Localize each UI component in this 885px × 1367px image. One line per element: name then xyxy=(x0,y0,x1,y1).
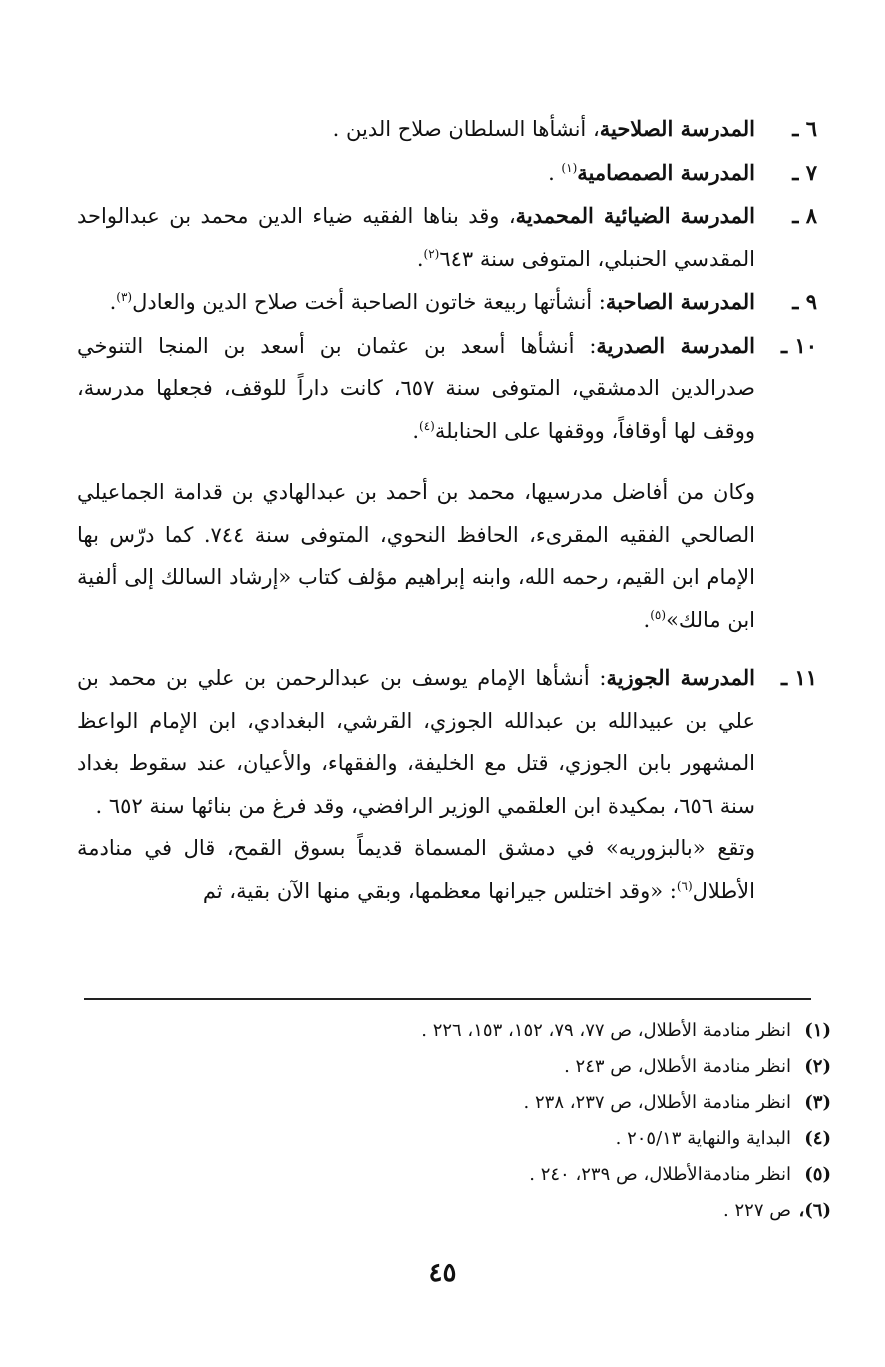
footnote-text: انظر منادمة الأطلال، ص ٢٣٧، ٢٣٨ . xyxy=(523,1092,791,1113)
item-text: : أنشأها الإمام يوسف بن عبدالرحمن بن علي بن محمد بن علي بن عبيدالله بن عبدالله الجوزي، القرشي، البغدادي، ابن الإمام الواعظ المشهور بابن الجوزي، قتل مع الخليفة، والفقهاء، والأعيان، عند سقوط بغداد سنة ٦٥٦، بمكيدة ابن العلقمي الوزير الرافضي، وقد فرغ من بنائها سنة ٦٥٢ . xyxy=(77,666,755,818)
footnote xyxy=(91,1193,831,1229)
footnote-number: (٥) xyxy=(804,1164,831,1185)
spacer xyxy=(77,641,817,657)
item-text: . xyxy=(548,160,562,185)
item-text: : أنشأتها ربيعة خاتون الصاحبة أخت صلاح الدين والعادل xyxy=(132,290,606,314)
school-name: المدرسة الجوزية xyxy=(606,665,755,690)
item-body xyxy=(77,152,755,195)
footnote-ref: (٥) xyxy=(650,607,667,622)
item-number: ٨ ـ xyxy=(792,203,817,228)
list-item xyxy=(77,195,817,280)
footnote-text: انظر منادمة الأطلال، ص ٢٤٣ . xyxy=(564,1056,791,1077)
item-number: ٩ ـ xyxy=(792,289,817,314)
item-number: ١١ ـ xyxy=(780,665,817,690)
paragraph-tail: : «وقد اختلس جيرانها معظمها، وبقي منها الآن بقية، ثم xyxy=(202,878,677,903)
footnote xyxy=(91,1049,831,1085)
school-name: المدرسة الصلاحية xyxy=(599,116,755,141)
footnote-ref: (١) xyxy=(561,160,578,175)
footnote-ref: (٤) xyxy=(419,418,435,433)
footnotes xyxy=(91,1013,831,1229)
footnote-text: انظر منادمة الأطلال، ص ٧٧، ٧٩، ١٥٢، ١٥٣، ٢٢٦ . xyxy=(421,1020,791,1041)
item-tail: . xyxy=(416,246,424,271)
school-name: المدرسة الضيائية المحمدية xyxy=(515,203,755,228)
item-body xyxy=(77,657,755,827)
item-number: ٦ ـ xyxy=(792,116,817,141)
school-name: المدرسة الصاحبة xyxy=(605,289,755,314)
footnote-text: ص ٢٢٧ . xyxy=(723,1200,791,1221)
paragraph-jawziya-location xyxy=(77,827,755,912)
footnote-ref: (٢) xyxy=(423,246,440,261)
footnote-ref: (٣) xyxy=(116,290,133,304)
item-text: ، أنشأها السلطان صلاح الدين . xyxy=(332,117,600,141)
footnote-text: انظر منادمةالأطلال، ص ٢٣٩، ٢٤٠ . xyxy=(529,1164,791,1185)
footnote-number: (٣) xyxy=(804,1092,831,1113)
list-item xyxy=(77,108,817,151)
footnote-ref: (٦) xyxy=(676,878,693,893)
school-name: المدرسة الصدرية xyxy=(596,332,755,358)
schools-list xyxy=(77,108,817,912)
footnote-divider xyxy=(84,998,811,1000)
list-item xyxy=(77,657,817,827)
footnote xyxy=(91,1157,831,1193)
footnote-text: البداية والنهاية ٢٠٥/١٣ . xyxy=(615,1128,791,1149)
paragraph-sadriya-teachers xyxy=(77,471,755,641)
page-number: ٤٥ xyxy=(428,1258,457,1288)
item-body xyxy=(77,281,755,324)
paragraph-text: وتقع «بالبزوريه» في دمشق المسماة قديماً بسوق القمح، قال في منادمة الأطلال xyxy=(77,836,755,903)
footnote xyxy=(91,1085,831,1121)
footnote-number: (١) xyxy=(804,1020,831,1041)
item-tail: . xyxy=(412,418,420,443)
school-name: المدرسة الصمصامية xyxy=(577,159,755,185)
list-item xyxy=(77,152,817,195)
item-number: ١٠ ـ xyxy=(780,332,817,358)
footnote xyxy=(91,1013,831,1049)
paragraph-tail: . xyxy=(643,607,651,632)
list-item xyxy=(77,325,817,453)
item-text: ، وقد بناها الفقيه ضياء الدين محمد بن عبدالواحد المقدسي الحنبلي، المتوفى سنة ٦٤٣ xyxy=(77,204,755,271)
item-number: ٧ ـ xyxy=(792,159,817,185)
paragraph-text: وكان من أفاضل مدرسيها، محمد بن أحمد بن عبدالهادي بن قدامة الجماعيلي الصالحي الفقيه المقرىء، الحافظ النحوي، المتوفى سنة ٧٤٤. كما درّس بها الإمام ابن القيم، رحمه الله، وابنه إبراهيم مؤلف كتاب «إرشاد السالك إلى ألفية ابن مالك» xyxy=(77,480,755,632)
footnote-number: (٢) xyxy=(804,1056,831,1077)
list-item xyxy=(77,281,817,324)
footnote xyxy=(91,1121,831,1157)
item-text: : أنشأها أسعد بن عثمان بن أسعد بن المنجا التنوخي صدرالدين الدمشقي، المتوفى سنة ٦٥٧، كانت داراً للوقف، فجعلها مدرسة، ووقف لها أوقافاً، ووقفها على الحنابلة xyxy=(77,333,756,443)
item-tail: . xyxy=(109,290,117,314)
item-body xyxy=(77,108,755,151)
footnote-number: (٦)، xyxy=(798,1200,831,1221)
footnote-number: (٤) xyxy=(804,1128,831,1149)
item-body xyxy=(77,325,755,453)
item-body xyxy=(77,195,755,280)
